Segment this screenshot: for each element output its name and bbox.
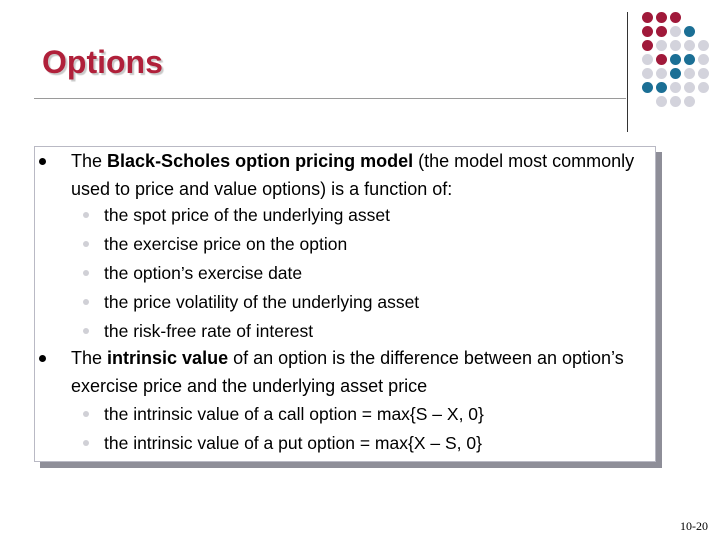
bullet-text-prefix: The bbox=[71, 151, 108, 171]
sub-bullet-marker bbox=[83, 328, 89, 334]
dot bbox=[642, 82, 653, 93]
sub-bullet-marker bbox=[83, 212, 89, 218]
dot bbox=[670, 26, 681, 37]
bullet-item bbox=[71, 147, 651, 203]
dot bbox=[670, 82, 681, 93]
slide-title: Options bbox=[42, 44, 163, 80]
vertical-divider bbox=[627, 12, 628, 132]
dot bbox=[698, 68, 709, 79]
sub-bullet-item bbox=[104, 429, 644, 458]
sub-bullet-item bbox=[104, 317, 644, 346]
sub-bullet-text: the spot price of the underlying asset bbox=[104, 205, 391, 225]
dot bbox=[642, 68, 653, 79]
decorative-dot-grid bbox=[640, 12, 710, 116]
sub-bullet-marker bbox=[83, 411, 89, 417]
dot bbox=[684, 82, 695, 93]
bullet-text-prefix: The bbox=[71, 348, 108, 368]
bullet-bold-term: Black-Scholes option pricing model bbox=[107, 151, 414, 171]
page-number: 10-20 bbox=[680, 519, 708, 533]
dot bbox=[642, 54, 653, 65]
sub-bullet-item bbox=[104, 400, 644, 429]
dot bbox=[698, 54, 709, 65]
dot bbox=[684, 40, 695, 51]
dot bbox=[656, 68, 667, 79]
bullet-item bbox=[71, 344, 651, 400]
dot bbox=[698, 40, 709, 51]
dot bbox=[670, 12, 681, 23]
dot bbox=[684, 26, 695, 37]
sub-bullet-marker bbox=[83, 241, 89, 247]
dot bbox=[670, 54, 681, 65]
dot bbox=[684, 54, 695, 65]
sub-bullet-text: the option’s exercise date bbox=[104, 263, 303, 283]
dot bbox=[684, 96, 695, 107]
dot bbox=[656, 54, 667, 65]
sub-bullet-item bbox=[104, 259, 644, 288]
dot bbox=[684, 68, 695, 79]
sub-bullet-item bbox=[104, 201, 644, 230]
bullet-bold-term: intrinsic value bbox=[107, 348, 229, 368]
sub-bullet-text: the exercise price on the option bbox=[104, 234, 348, 254]
dot bbox=[656, 82, 667, 93]
dot bbox=[656, 96, 667, 107]
sub-bullet-text: the intrinsic value of a put option = max{X – S, 0} bbox=[104, 433, 482, 453]
dot bbox=[670, 68, 681, 79]
sub-bullet-marker bbox=[83, 440, 89, 446]
sub-bullet-text: the price volatility of the underlying asset bbox=[104, 292, 420, 312]
bullet-text-suffix: (the model most commonly used to price and value options) is a function of: bbox=[71, 151, 635, 199]
title-divider bbox=[34, 98, 626, 99]
dot bbox=[642, 26, 653, 37]
dot bbox=[698, 82, 709, 93]
dot bbox=[670, 96, 681, 107]
sub-bullet-text: the intrinsic value of a call option = max{S – X, 0} bbox=[104, 404, 484, 424]
dot bbox=[656, 40, 667, 51]
dot bbox=[642, 12, 653, 23]
dot bbox=[656, 26, 667, 37]
sub-bullet-text: the risk-free rate of interest bbox=[104, 321, 314, 341]
dot bbox=[670, 40, 681, 51]
content-box bbox=[34, 146, 656, 462]
sub-bullet-item bbox=[104, 288, 644, 317]
sub-bullet-marker bbox=[83, 299, 89, 305]
bullet-marker bbox=[39, 158, 46, 165]
dot bbox=[642, 40, 653, 51]
bullet-marker bbox=[39, 355, 46, 362]
dot bbox=[656, 12, 667, 23]
bullet-text-suffix: of an option is the difference between an option’s exercise price and the underlying asset price bbox=[71, 348, 624, 396]
sub-bullet-marker bbox=[83, 270, 89, 276]
sub-bullet-item bbox=[104, 230, 644, 259]
